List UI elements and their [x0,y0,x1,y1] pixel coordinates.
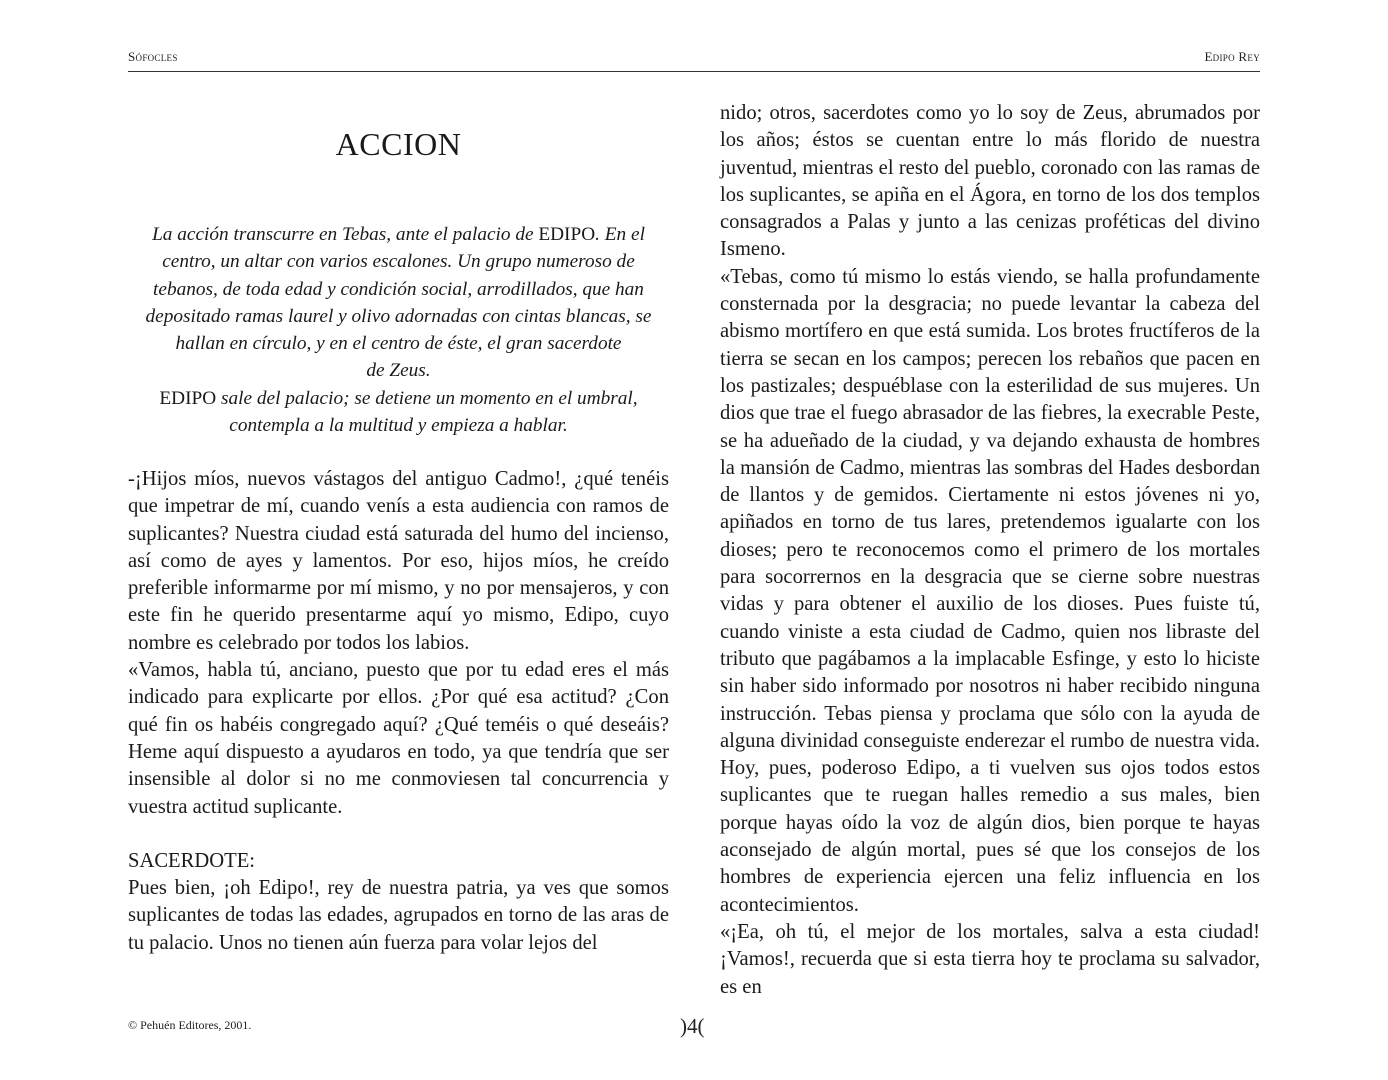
stage-direction [128,221,669,439]
speech-paragraph: «Tebas, como tú mismo lo estás viendo, se halla profundamente consternada por la desgracia; no puede levantar la cabeza del abismo mortífero en que está sumida. Los brotes fructíferos de la tierra se secan en los campos; perecen los rebaños que pacen en los pastizales; despuéblase con la esterilidad de sus mujeres. Un dios que trae el fuego abrasador de las fiebres, la execrable Peste, se ha adueñado de la ciudad, y va dejando exhausta de hombres la mansión de Cadmo, mientras las sombras del Hades desbordan de llantos y de gemidos. Ciertamente ni estos jóvenes ni yo, apiñados en torno de tus lares, pretendemos igualarte con los dioses; pero te reconocemos como el primero de los mortales para socorrernos en la desgracia que se cierne sobre nuestras vidas y para obtener el auxilio de los dioses. Pues fuiste tú, cuando viniste a esta ciudad de Cadmo, quien nos libraste del tributo que pagábamos a la implacable Esfinge, y esto lo hiciste sin haber sido informado por nosotros ni haber recibido ninguna instrucción. Tebas piensa y proclama que sólo con la ayuda de alguna divinidad conseguiste enderezar el rumbo de nuestra vida. Hoy, pues, poderoso Edipo, a ti vuelven sus ojos todos estos suplicantes que te ruegan halles remedio a sus males, bien porque hayas oído la voz de algún dios, bien porque te hayas aconsejado de algún mortal, pues sé que los consejos de los hombres de experiencia ejercen una feliz influencia en los acontecimientos. [720,265,1260,916]
speech-paragraph: «¡Ea, oh tú, el mejor de los mortales, salva a esta ciudad! ¡Vamos!, recuerda que si esta tierra hoy te proclama su salvador, es en [720,920,1260,998]
right-column-text [720,100,1260,1001]
speaker-label: SACERDOTE: [128,849,256,872]
stage-direction-line: de Zeus. [366,360,431,382]
speech-paragraph: -¡Hijos míos, nuevos vástagos del antiguo Cadmo!, ¿qué tenéis que impetrar de mí, cuando venís a esta audiencia con ramos de suplicantes? Nuestra ciudad está saturada del humo del incienso, así como de ayes y lamentos. Por eso, hijos míos, he creído preferible informarme por mí mismo, y no por mensajeros, y con este fin he querido presentarme aquí yo mismo, Edipo, cuyo nombre es celebrado por todos los labios. [128,468,669,654]
stage-text: sale del palacio; se detiene un momento en el umbral, contempla a la multitud y empieza a hablar. [216,387,638,437]
page-number: )4( [680,1014,705,1038]
running-header [128,49,1260,72]
character-name: EDIPO [159,387,217,409]
speech-paragraph: Pues bien, ¡oh Edipo!, rey de nuestra patria, ya ves que somos suplicantes de todas las edades, agrupados en torno de las aras de tu palacio. Unos no tienen aún fuerza para volar lejos del [128,877,669,954]
character-name: EDIPO [538,224,596,245]
speech-paragraph: «Vamos, habla tú, anciano, puesto que por tu edad eres el más indicado para explicarte por ellos. ¿Por qué esa actitud? ¿Con qué fin os habéis congregado aquí? ¿Qué teméis o qué deseáis? Heme aquí dispuesto a ayudaros en todo, ya que tendría que ser insensible al dolor si no me conmoviesen tal concurrencia y vuestra actitud suplicante. [128,659,669,818]
header-work-title: Edipo Rey [1204,49,1260,64]
copyright-notice: © Pehuén Editores, 2001. [128,1018,252,1032]
speech-paragraph: nido; otros, sacerdotes como yo lo soy de Zeus, abrumados por los años; éstos se cuentan entre lo más florido de nuestra juventud, mientras el resto del pueblo, coronado con las ramas de los suplicantes, se apiña en el Ágora, en torno de los dos templos consagrados a Palas y junto a las cenizas proféticas del divino Ismeno. [720,102,1260,261]
header-author: Sófocles [128,49,178,64]
section-title: ACCION [335,126,462,162]
stage-text: . En el centro, un altar con varios escalones. Un grupo numeroso de tebanos, de toda edad y condición social, arrodillados, que han depositado ramas laurel y olivo adornadas con cintas blancas, se hallan en círculo, y en el centro de éste, el gran sacerdote [145,224,652,355]
stage-direction-paragraph-2 [128,385,669,440]
stage-direction-paragraph-1 [128,221,669,357]
stage-text: La acción transcurre en Tebas, ante el palacio de [152,224,539,245]
left-column-text [128,466,669,957]
